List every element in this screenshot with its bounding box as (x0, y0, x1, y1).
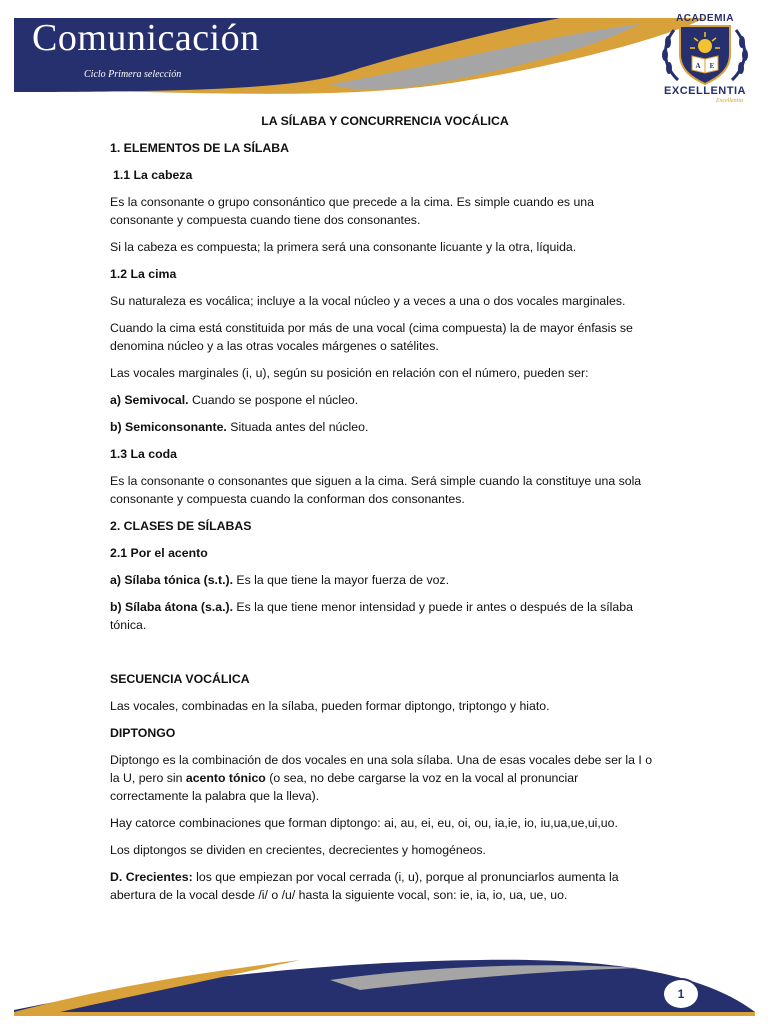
paragraph-diptongo-definition (110, 751, 660, 805)
logo-signature: Excellentia (716, 98, 743, 104)
section-heading-elementos: 1. ELEMENTOS DE LA SÍLABA (110, 141, 290, 155)
subsection-heading-acento: 2.1 Por el acento (110, 546, 208, 560)
paragraph-cabeza-compuesta: Si la cabeza es compuesta; la primera será una consonante licuante y la otra, líquida. (110, 240, 577, 254)
paragraph-diptongo-combinaciones: Hay catorce combinaciones que forman diptongo: ai, au, ei, eu, oi, ou, ia,ie, io, iu,ua,ue,ui,uo. (110, 816, 618, 830)
text-diptongo-part1: Diptongo es la combinación de dos vocales en una sola sílaba. Una de esas vocales debe ser la I o la U, pero sin (110, 753, 653, 785)
subsection-heading-cima: 1.2 La cima (110, 267, 177, 281)
paragraph-vocales-marginales: Las vocales marginales (i, u), según su posición en relación con el número, pueden ser: (110, 366, 589, 380)
section-heading-diptongo: DIPTONGO (110, 726, 176, 740)
document-title: LA SÍLABA Y CONCURRENCIA VOCÁLICA (261, 114, 509, 128)
term-silaba-tonica: a) Sílaba tónica (s.t.). (110, 573, 233, 587)
svg-text:E: E (709, 62, 715, 70)
paragraph-secuencia: Las vocales, combinadas en la sílaba, pueden formar diptongo, triptongo y hiato. (110, 699, 550, 713)
text-silaba-tonica: Es la que tiene la mayor fuerza de voz. (233, 573, 449, 587)
subject-subtitle: Ciclo Primera selección (84, 69, 182, 80)
paragraph-coda-definition: Es la consonante o consonantes que siguen a la cima. Será simple cuando la constituye una sola consonante y compuesta cuando la conforman dos consonantes. (110, 474, 642, 506)
subsection-heading-cabeza: 1.1 La cabeza (113, 168, 193, 182)
section-heading-clases: 2. CLASES DE SÍLABAS (110, 519, 252, 533)
logo-bottom-text: EXCELLENTIA (664, 85, 746, 97)
list-item-silaba-atona (110, 598, 660, 634)
paragraph-cima-naturaleza: Su naturaleza es vocálica; incluye a la vocal núcleo y a veces a una o dos vocales marginales. (110, 294, 626, 308)
list-item-semiconsonante (110, 418, 660, 436)
page-footer (0, 940, 768, 1024)
term-silaba-atona: b) Sílaba átona (s.a.). (110, 600, 233, 614)
term-semivocal: a) Semivocal. (110, 393, 189, 407)
list-item-semivocal (110, 391, 660, 409)
text-diptongo-part2: (o sea, no debe cargarse la voz en la vocal al pronunciar correctamente la palabra que la lleva). (110, 771, 579, 803)
text-silaba-atona: Es la que tiene menor intensidad y puede ir antes o después de la sílaba tónica. (110, 600, 633, 632)
subject-title: Comunicación (32, 17, 260, 59)
page-header (0, 0, 768, 112)
section-spacer (110, 643, 660, 670)
academy-logo (650, 10, 760, 106)
term-crecientes: D. Crecientes: (110, 870, 193, 884)
paragraph-cabeza-definition: Es la consonante o grupo consonántico que precede a la cima. Es simple cuando es una consonante y compuesta cuando tiene dos consonantes. (110, 195, 594, 227)
text-diptongo-acento: acento tónico (185, 771, 266, 785)
paragraph-cima-compuesta: Cuando la cima está constituida por más de una vocal (cima compuesta) la de mayor énfasis se denomina núcleo y a las otras vocales márgenes o satélites. (110, 321, 633, 353)
list-item-silaba-tonica (110, 571, 660, 589)
text-crecientes: los que empiezan por vocal cerrada (i, u), porque al pronunciarlos aumenta la abertura de la vocal desde /i/ o /u/ hasta la siguiente vocal, son: ie, ia, io, ua, ue, uo. (110, 870, 619, 902)
paragraph-diptongo-crecientes (110, 868, 660, 904)
page-number: 1 (662, 978, 700, 1010)
text-semivocal: Cuando se pospone el núcleo. (188, 393, 359, 407)
term-semiconsonante: b) Semiconsonante. (110, 420, 227, 434)
footer-banner (0, 940, 768, 1024)
text-semiconsonante: Situada antes del núcleo. (226, 420, 369, 434)
svg-text:A: A (695, 62, 701, 70)
section-heading-secuencia: SECUENCIA VOCÁLICA (110, 672, 250, 686)
paragraph-diptongo-tipos: Los diptongos se dividen en crecientes, decrecientes y homogéneos. (110, 843, 486, 857)
footer-gold-line (14, 1012, 755, 1016)
logo-top-text: ACADEMIA (676, 13, 734, 24)
subsection-heading-coda: 1.3 La coda (110, 447, 177, 461)
document-body (110, 112, 660, 913)
